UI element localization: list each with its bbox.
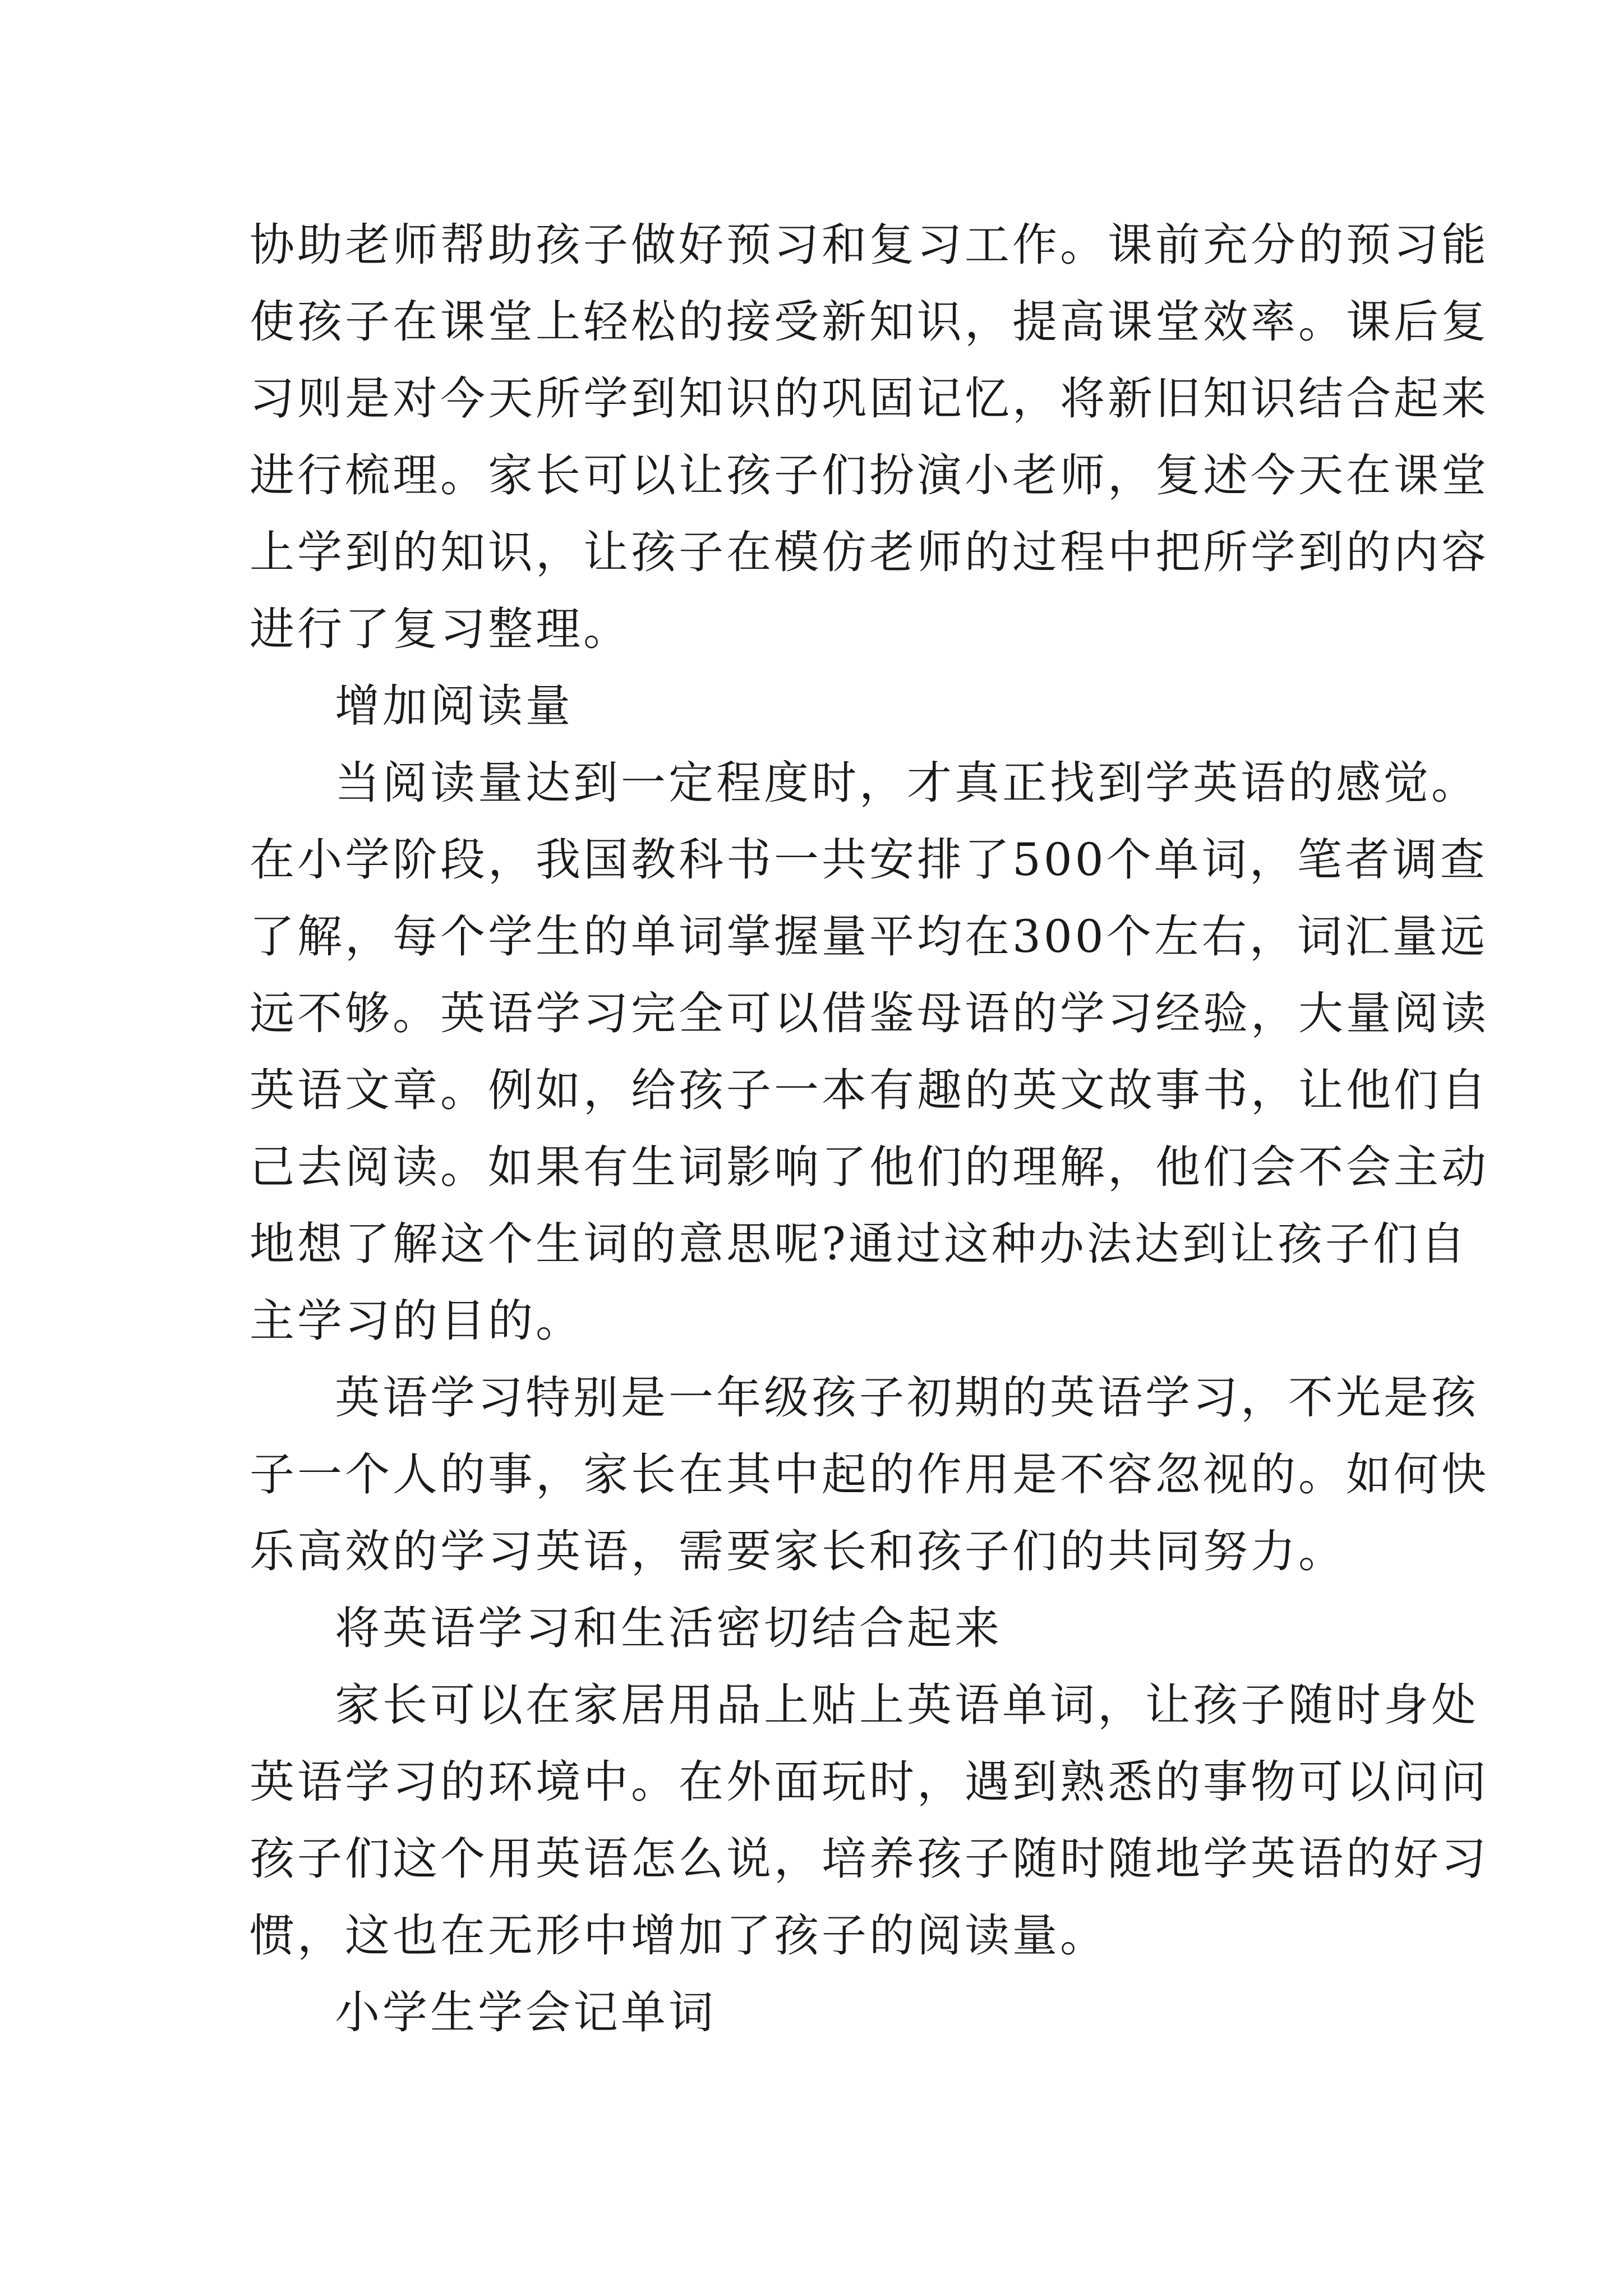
text-line: 孩子们这个用英语怎么说，培养孩子随时随地学英语的好习 <box>250 1833 1489 1885</box>
text-line: 当阅读量达到一定程度时，才真正找到学英语的感觉。 <box>335 757 1479 809</box>
text-line: 了解，每个学生的单词掌握量平均在300个左右，词汇量远 <box>250 910 1488 963</box>
text-line: 增加阅读量 <box>335 680 573 732</box>
text-line: 惯，这也在无形中增加了孩子的阅读量。 <box>250 1910 1108 1962</box>
text-line: 英语学习的环境中。在外面玩时，遇到熟悉的事物可以问问 <box>250 1756 1489 1808</box>
text-line: 进行了复习整理。 <box>250 603 631 655</box>
text-line: 将英语学习和生活密切结合起来 <box>335 1602 1002 1654</box>
text-line: 上学到的知识，让孩子在模仿老师的过程中把所学到的内容 <box>250 526 1489 578</box>
text-line: 英语学习特别是一年级孩子初期的英语学习，不光是孩 <box>335 1372 1479 1424</box>
document-body <box>250 206 1489 2051</box>
text-line: 习则是对今天所学到知识的巩固记忆，将新旧知识结合起来 <box>250 372 1489 425</box>
text-line: 乐高效的学习英语，需要家长和孩子们的共同努力。 <box>250 1525 1346 1577</box>
text-line: 小学生学会记单词 <box>335 1986 716 2039</box>
text-line: 使孩子在课堂上轻松的接受新知识，提高课堂效率。课后复 <box>250 296 1489 348</box>
text-line: 远不够。英语学习完全可以借鉴母语的学习经验，大量阅读 <box>250 987 1489 1039</box>
text-line: 主学习的目的。 <box>250 1295 583 1347</box>
text-line: 子一个人的事，家长在其中起的作用是不容忽视的。如何快 <box>250 1448 1489 1501</box>
text-line: 家长可以在家居用品上贴上英语单词，让孩子随时身处 <box>335 1679 1479 1731</box>
text-line: 进行梳理。家长可以让孩子们扮演小老师，复述今天在课堂 <box>250 449 1489 501</box>
text-line: 英语文章。例如，给孩子一本有趣的英文故事书，让他们自 <box>250 1064 1489 1116</box>
text-line: 地想了解这个生词的意思呢?通过这种办法达到让孩子们自 <box>250 1218 1468 1270</box>
text-line: 协助老师帮助孩子做好预习和复习工作。课前充分的预习能 <box>250 219 1489 271</box>
text-line: 在小学阶段，我国教科书一共安排了500个单词，笔者调查 <box>250 834 1488 886</box>
text-line: 己去阅读。如果有生词影响了他们的理解，他们会不会主动 <box>250 1141 1489 1193</box>
